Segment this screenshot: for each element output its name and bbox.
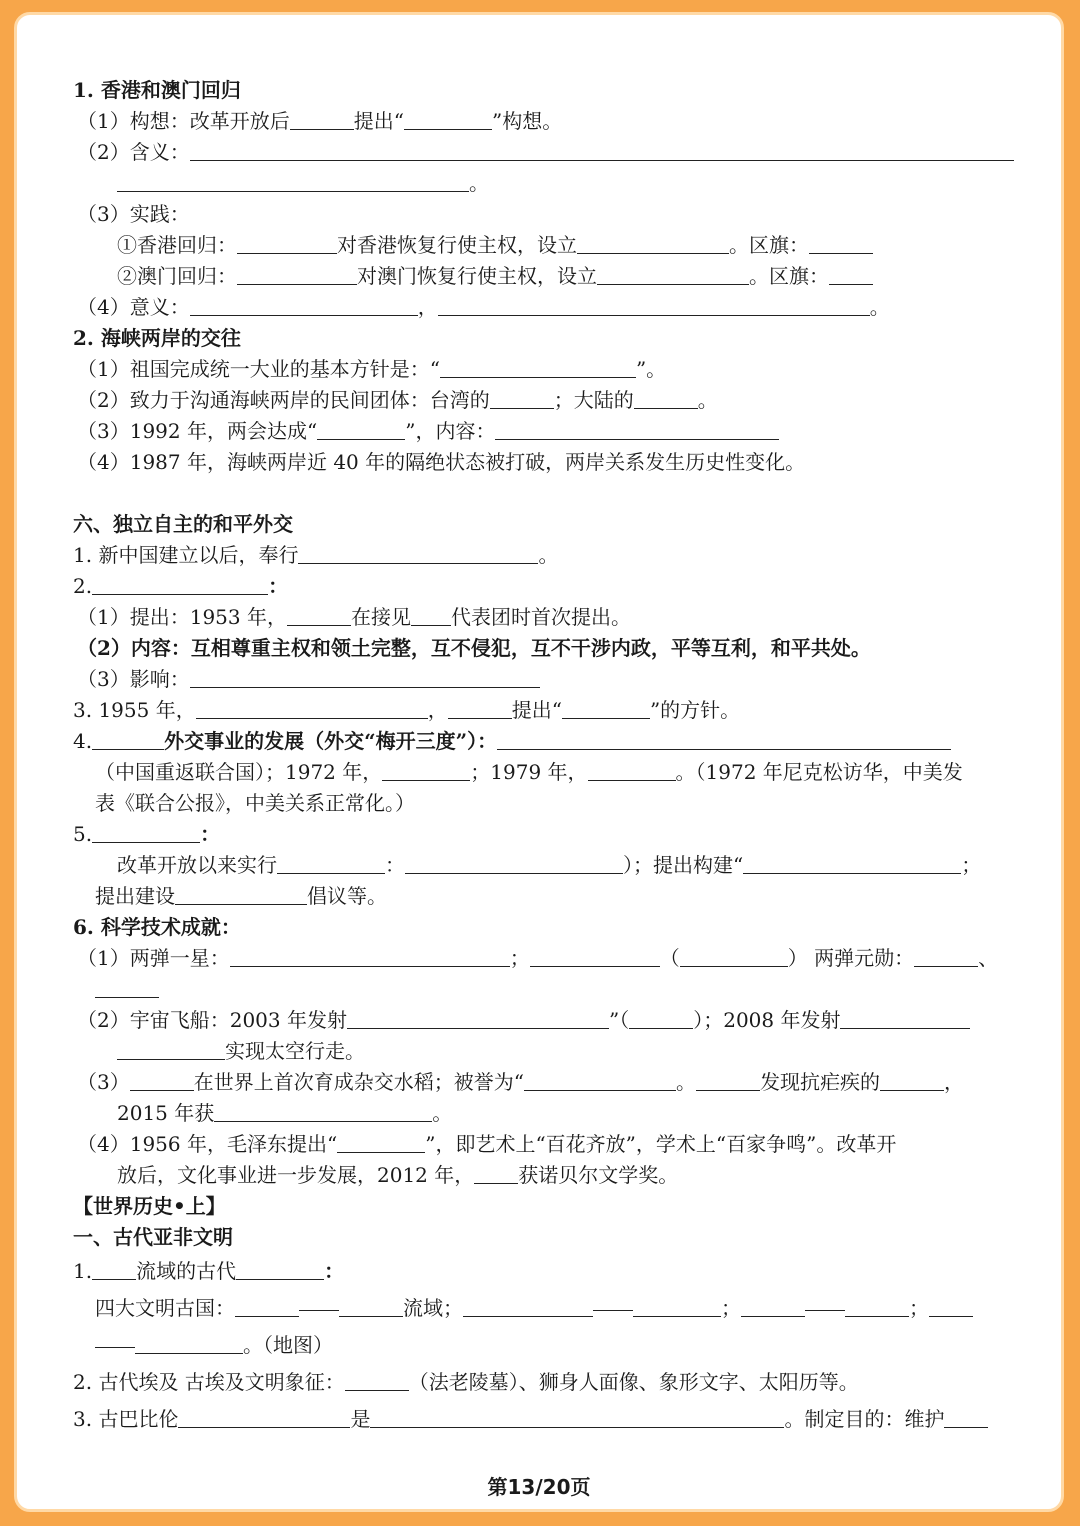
text: ；: [961, 853, 982, 877]
s6-q1: [73, 540, 1013, 571]
text: 3. 1955 年，: [73, 698, 196, 722]
text: ”（: [608, 1008, 630, 1032]
text: 。: [675, 1070, 696, 1094]
q-1992-consensus: [73, 416, 1013, 447]
text: 。: [697, 388, 718, 412]
blank[interactable]: [337, 1132, 425, 1153]
s6-q6-two-bombs-cont: [73, 974, 1013, 1005]
text: ：: [268, 574, 289, 598]
s6-q4: [73, 726, 1013, 757]
blank[interactable]: [117, 171, 469, 192]
blank[interactable]: [370, 1407, 784, 1428]
dash: [805, 1298, 845, 1311]
blank[interactable]: [845, 1296, 909, 1317]
s6-q6: 6. 科学技术成就：: [73, 915, 241, 939]
text: （1）两弹一星：: [77, 946, 230, 970]
blank[interactable]: [411, 605, 451, 626]
page-number: 第13/20页: [487, 1475, 591, 1499]
q-civil-groups: [73, 385, 1013, 416]
text: 放后，文化事业进一步发展，2012 年，: [117, 1163, 475, 1187]
s6-q2: [73, 571, 1013, 602]
blank[interactable]: [588, 760, 676, 781]
s6-q5-cont2: [73, 881, 1013, 912]
text: （法老陵墓）、狮身人面像、象形文字、太阳历等。: [408, 1370, 859, 1394]
blank[interactable]: [680, 946, 788, 967]
blank[interactable]: [440, 357, 636, 378]
text: 外交事业的发展（外交“梅开三度”）：: [164, 729, 498, 753]
text: 在接见: [350, 605, 411, 629]
text: 、: [978, 946, 999, 970]
s6-q6-spacecraft: [73, 1005, 1013, 1036]
w-q2: [73, 1364, 1013, 1401]
blank[interactable]: [190, 140, 1014, 161]
text: ”构想。: [491, 109, 563, 133]
text: ：: [200, 822, 221, 846]
text: 四大文明古国：: [95, 1296, 235, 1320]
blank[interactable]: [829, 264, 873, 285]
w-q1-cont: [73, 1327, 1013, 1364]
blank[interactable]: [92, 574, 268, 595]
blank[interactable]: [317, 419, 405, 440]
text: 4.: [73, 729, 93, 753]
text: （3）: [77, 1070, 130, 1094]
text: 流域；: [403, 1296, 463, 1320]
text: 。: [469, 171, 489, 195]
world-section-title: 一、古代亚非文明: [73, 1225, 233, 1249]
s6-q2-impact: [73, 664, 1013, 695]
text: 流域的古代: [136, 1259, 237, 1283]
s6-q6-two-bombs: [73, 943, 1013, 974]
text: ；: [721, 1296, 741, 1320]
text: （1）祖国完成统一大业的基本方针是：“: [77, 357, 440, 381]
world-history-header: 【世界历史•上】: [73, 1194, 226, 1218]
dash: [593, 1298, 633, 1311]
text: ） 两弹元勋：: [787, 946, 915, 970]
blank[interactable]: [404, 109, 492, 130]
text: 改革开放以来实行: [117, 853, 277, 877]
blank[interactable]: [880, 1070, 944, 1091]
q-practice: （3）实践：: [77, 202, 190, 226]
blank[interactable]: [490, 388, 554, 409]
blank[interactable]: [290, 109, 354, 130]
text: 对香港恢复行使主权，设立: [337, 233, 577, 257]
text: ；大陆的: [553, 388, 634, 412]
blank[interactable]: [438, 295, 870, 316]
blank[interactable]: [298, 543, 538, 564]
s6-q2-content: （2）内容：互相尊重主权和领土完整，互不侵犯，互不干涉内政，平等互利，和平共处。: [77, 636, 871, 660]
text: 。区旗：: [729, 233, 809, 257]
text: 实现太空行走。: [225, 1039, 365, 1063]
text: 提出“: [353, 109, 404, 133]
s6-q4-cont2: 表《联合公报》，中美关系正常化。）: [95, 791, 415, 815]
blank[interactable]: [463, 1296, 593, 1317]
text: ，: [943, 1070, 964, 1094]
text: ①香港回归：: [117, 233, 237, 257]
dash: [299, 1298, 339, 1311]
text: ”，即艺术上“百花齐放”，学术上“百家争鸣”。改革开: [425, 1132, 897, 1156]
s6-q6-culture: [73, 1129, 1013, 1160]
text: （中国重返联合国）；1972 年，: [95, 760, 383, 784]
text: 2015 年获: [117, 1101, 215, 1125]
text: 。: [869, 295, 890, 319]
blank[interactable]: [929, 1296, 973, 1317]
q-meaning-cont: [73, 168, 1013, 199]
blank[interactable]: [562, 698, 650, 719]
blank[interactable]: [95, 977, 159, 998]
blank[interactable]: [287, 605, 351, 626]
blank[interactable]: [237, 233, 337, 254]
blank[interactable]: [577, 233, 729, 254]
text: （1）提出：1953 年，: [77, 605, 287, 629]
text: ；: [909, 1296, 929, 1320]
text: ；1979 年，: [470, 760, 588, 784]
blank[interactable]: [130, 1070, 194, 1091]
q-1987: （4）1987 年，海峡两岸近 40 年的隔绝状态被打破，两岸关系发生历史性变化。: [77, 450, 806, 474]
blank[interactable]: [347, 1008, 609, 1029]
text: 3. 古巴比伦: [73, 1407, 179, 1431]
s6-q5-cont: [73, 850, 1013, 881]
s6-q3: [73, 695, 1013, 726]
blank[interactable]: [175, 884, 307, 905]
text: 代表团时首次提出。: [450, 605, 631, 629]
text: （3）1992 年，两会达成“: [77, 419, 318, 443]
blank[interactable]: [809, 233, 873, 254]
section-6-title: 六、独立自主的和平外交: [73, 512, 293, 536]
text: 。制定目的：维护: [784, 1407, 945, 1431]
blank[interactable]: [944, 1407, 988, 1428]
text: ”，内容：: [405, 419, 496, 443]
q-meaning: [73, 137, 1013, 168]
blank[interactable]: [530, 946, 660, 967]
blank[interactable]: [448, 698, 512, 719]
text: 。: [432, 1101, 453, 1125]
text: 获诺贝尔文学奖。: [518, 1163, 679, 1187]
text: ；: [509, 946, 530, 970]
heading-cross-strait: 2. 海峡两岸的交往: [73, 326, 241, 350]
blank[interactable]: [117, 1039, 225, 1060]
worksheet-page: [14, 12, 1064, 1512]
blank[interactable]: [339, 1296, 403, 1317]
blank[interactable]: [277, 853, 385, 874]
heading-hk-macau: 1. 香港和澳门回归: [73, 78, 241, 102]
text: 倡议等。: [307, 884, 387, 908]
text: ）；提出构建“: [623, 853, 744, 877]
blank[interactable]: [345, 1370, 409, 1391]
q-concept: [73, 106, 1013, 137]
blank[interactable]: [524, 1070, 676, 1091]
blank[interactable]: [696, 1070, 760, 1091]
blank[interactable]: [743, 853, 961, 874]
s6-q5: [73, 819, 1013, 850]
text: 。（1972 年尼克松访华，中美发: [675, 760, 963, 784]
blank[interactable]: [495, 419, 779, 440]
text: 。: [538, 543, 559, 567]
s6-q6-rice-cont: [73, 1098, 1013, 1129]
text: 发现抗疟疾的: [759, 1070, 880, 1094]
q-macau-return: [73, 261, 1013, 292]
blank[interactable]: [92, 729, 164, 750]
blank[interactable]: [382, 760, 470, 781]
text: 。区旗：: [749, 264, 829, 288]
text: 。（地图）: [243, 1333, 333, 1357]
text: 在世界上首次育成杂交水稻；被誉为“: [193, 1070, 524, 1094]
text: 提出“: [511, 698, 562, 722]
blank[interactable]: [405, 853, 623, 874]
s6-q6-rice: [73, 1067, 1013, 1098]
text: （2）致力于沟通海峡两岸的民间团体：台湾的: [77, 388, 490, 412]
text: （: [659, 946, 680, 970]
w-q1-civilizations: [73, 1290, 1013, 1327]
text: 1.: [73, 1259, 93, 1283]
text: ：: [385, 853, 405, 877]
text: 5.: [73, 822, 93, 846]
dash: [95, 1335, 135, 1348]
blank[interactable]: [840, 1008, 970, 1029]
text: （3）影响：: [77, 667, 190, 691]
text: （1）构想：改革开放后: [77, 109, 290, 133]
blank[interactable]: [190, 295, 418, 316]
s6-q6-culture-cont: [73, 1160, 1013, 1191]
s6-q6-spacecraft-cont: [73, 1036, 1013, 1067]
text: ”。: [635, 357, 667, 381]
text: （4）意义：: [77, 295, 190, 319]
text: 提出建设: [95, 884, 175, 908]
blank[interactable]: [474, 1163, 518, 1184]
blank[interactable]: [135, 1333, 243, 1354]
text: ，: [427, 698, 448, 722]
blank[interactable]: [741, 1296, 805, 1317]
text: 2. 古代埃及 古埃及文明象征：: [73, 1370, 345, 1394]
text: ：: [324, 1259, 345, 1283]
blank[interactable]: [236, 1259, 324, 1280]
blank[interactable]: [633, 1296, 721, 1317]
q-significance: [73, 292, 1013, 323]
blank[interactable]: [190, 667, 540, 688]
s6-q2-proposed: [73, 602, 1013, 633]
text: 是: [350, 1407, 371, 1431]
worksheet-content: [73, 75, 1013, 1438]
text: ②澳门回归：: [117, 264, 237, 288]
text: （4）1956 年，毛泽东提出“: [77, 1132, 338, 1156]
text: ，: [417, 295, 438, 319]
blank[interactable]: [497, 729, 951, 750]
blank[interactable]: [629, 1008, 693, 1029]
blank[interactable]: [92, 1259, 136, 1280]
text: ）；2008 年发射: [693, 1008, 841, 1032]
blank[interactable]: [92, 822, 200, 843]
blank[interactable]: [597, 264, 749, 285]
text: （2）含义：: [77, 140, 190, 164]
spacer: [73, 478, 1013, 509]
blank[interactable]: [214, 1101, 432, 1122]
q-hk-return: [73, 230, 1013, 261]
w-q1: [73, 1253, 1013, 1290]
text: 1. 新中国建立以后，奉行: [73, 543, 299, 567]
blank[interactable]: [196, 698, 428, 719]
blank[interactable]: [914, 946, 978, 967]
w-q3: [73, 1401, 1013, 1438]
blank[interactable]: [634, 388, 698, 409]
blank[interactable]: [178, 1407, 350, 1428]
blank[interactable]: [230, 946, 510, 967]
blank[interactable]: [235, 1296, 299, 1317]
text: 2.: [73, 574, 93, 598]
s6-q4-cont: [73, 757, 1013, 788]
q-basic-policy: [73, 354, 1013, 385]
text: 对澳门恢复行使主权，设立: [357, 264, 597, 288]
blank[interactable]: [237, 264, 357, 285]
text: ”的方针。: [649, 698, 741, 722]
text: （2）宇宙飞船：2003 年发射: [77, 1008, 347, 1032]
